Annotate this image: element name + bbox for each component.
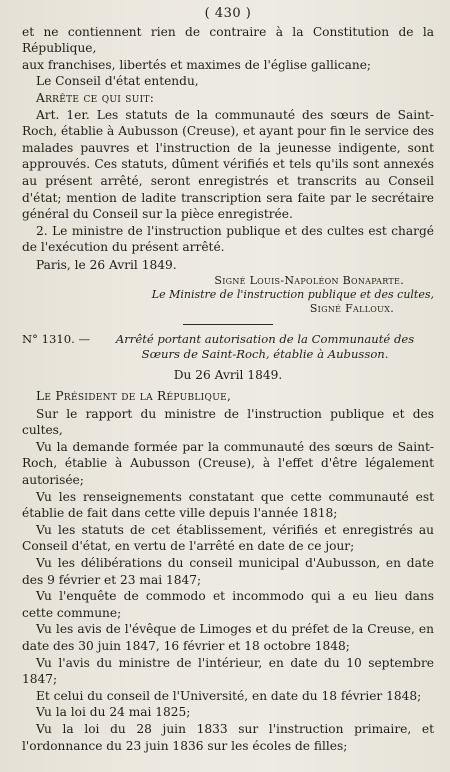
- president-heading: Le Président de la République,: [36, 389, 232, 404]
- considerant: Vu les avis de l'évêque de Limoges et du préfet de la Creuse, en date des 30 juin 1847, 16 février et 18 octobre 1848;: [22, 622, 434, 653]
- page-number: ( 430 ): [204, 6, 252, 21]
- considerant: Vu l'avis du ministre de l'intérieur, en date du 10 septembre 1847;: [22, 655, 434, 687]
- considerant: Vu la loi du 28 juin 1833 sur l'instruction primaire, et l'ordonnance du 23 juin 1836 sur les écoles de filles;: [22, 721, 434, 753]
- decree-title: Arrêté portant autorisation de la Communauté des Sœurs de Saint-Roch, établie à Aubusson.: [115, 331, 415, 361]
- arrete-label: Arrête ce qui suit:: [36, 90, 155, 105]
- conseil-entendu: Le Conseil d'état entendu,: [36, 74, 199, 89]
- considerant: Sur le rapport du ministre de l'instruction publique et des cultes,: [22, 406, 434, 438]
- considerant: Vu les délibérations du conseil municipal d'Aubusson, en date des 9 février et 23 mai 1847;: [22, 556, 434, 587]
- decree-date: Du 26 Avril 1849.: [173, 367, 283, 382]
- signature-president: Signé Louis-Napoléon Bonaparte.: [214, 273, 404, 287]
- considerant: Vu la demande formée par la communauté des sœurs de Saint-Roch, établie à Aubusson (Creuse), à l'effet d'être légalement autorisée;: [22, 439, 434, 488]
- text-line: et ne contiennent rien de contraire à la Constitution de la République,: [22, 24, 434, 56]
- date-place: Paris, le 26 Avril 1849.: [36, 257, 177, 272]
- signature-minister: Signé Falloux.: [309, 301, 394, 315]
- decree-number: N° 1310. —: [22, 331, 91, 346]
- article-2: 2. Le ministre de l'instruction publique et des cultes est chargé de l'exécution du présent arrêté.: [22, 223, 434, 255]
- text-line: aux franchises, libertés et maximes de l'église gallicane;: [22, 57, 372, 72]
- considerant: Vu l'enquête de commodo et incommodo qui a eu lieu dans cette commune;: [22, 589, 434, 620]
- considerant: Vu la loi du 24 mai 1825;: [36, 705, 191, 720]
- article-1: Art. 1er. Les statuts de la communauté des sœurs de Saint-Roch, établie à Aubusson (Creuse), et ayant pour fin le service des malades pauvres et l'instruction de la jeunesse indigente, sont approuvés. Ces statuts, dûment vérifiés et tels qu'ils sont annexés au présent arrêté, seront enregistrés et transcrits au Conseil d'état; mention de ladite transcription sera faite par le secrétaire général du Conseil sur la pièce enregistrée.: [22, 107, 434, 222]
- considerant: Vu les renseignements constatant que cette communauté est établie de fait dans cette ville depuis l'année 1818;: [22, 489, 434, 521]
- decree-heading: [22, 332, 434, 362]
- considerant: Vu les statuts de cet établissement, vérifiés et enregistrés au Conseil d'état, en vertu de l'arrêté en date de ce jour;: [22, 522, 434, 554]
- divider: [183, 324, 273, 325]
- considerant: Et celui du conseil de l'Université, en date du 18 février 1848;: [36, 688, 422, 703]
- signature-minister-title: Le Ministre de l'instruction publique et des cultes,: [151, 287, 434, 301]
